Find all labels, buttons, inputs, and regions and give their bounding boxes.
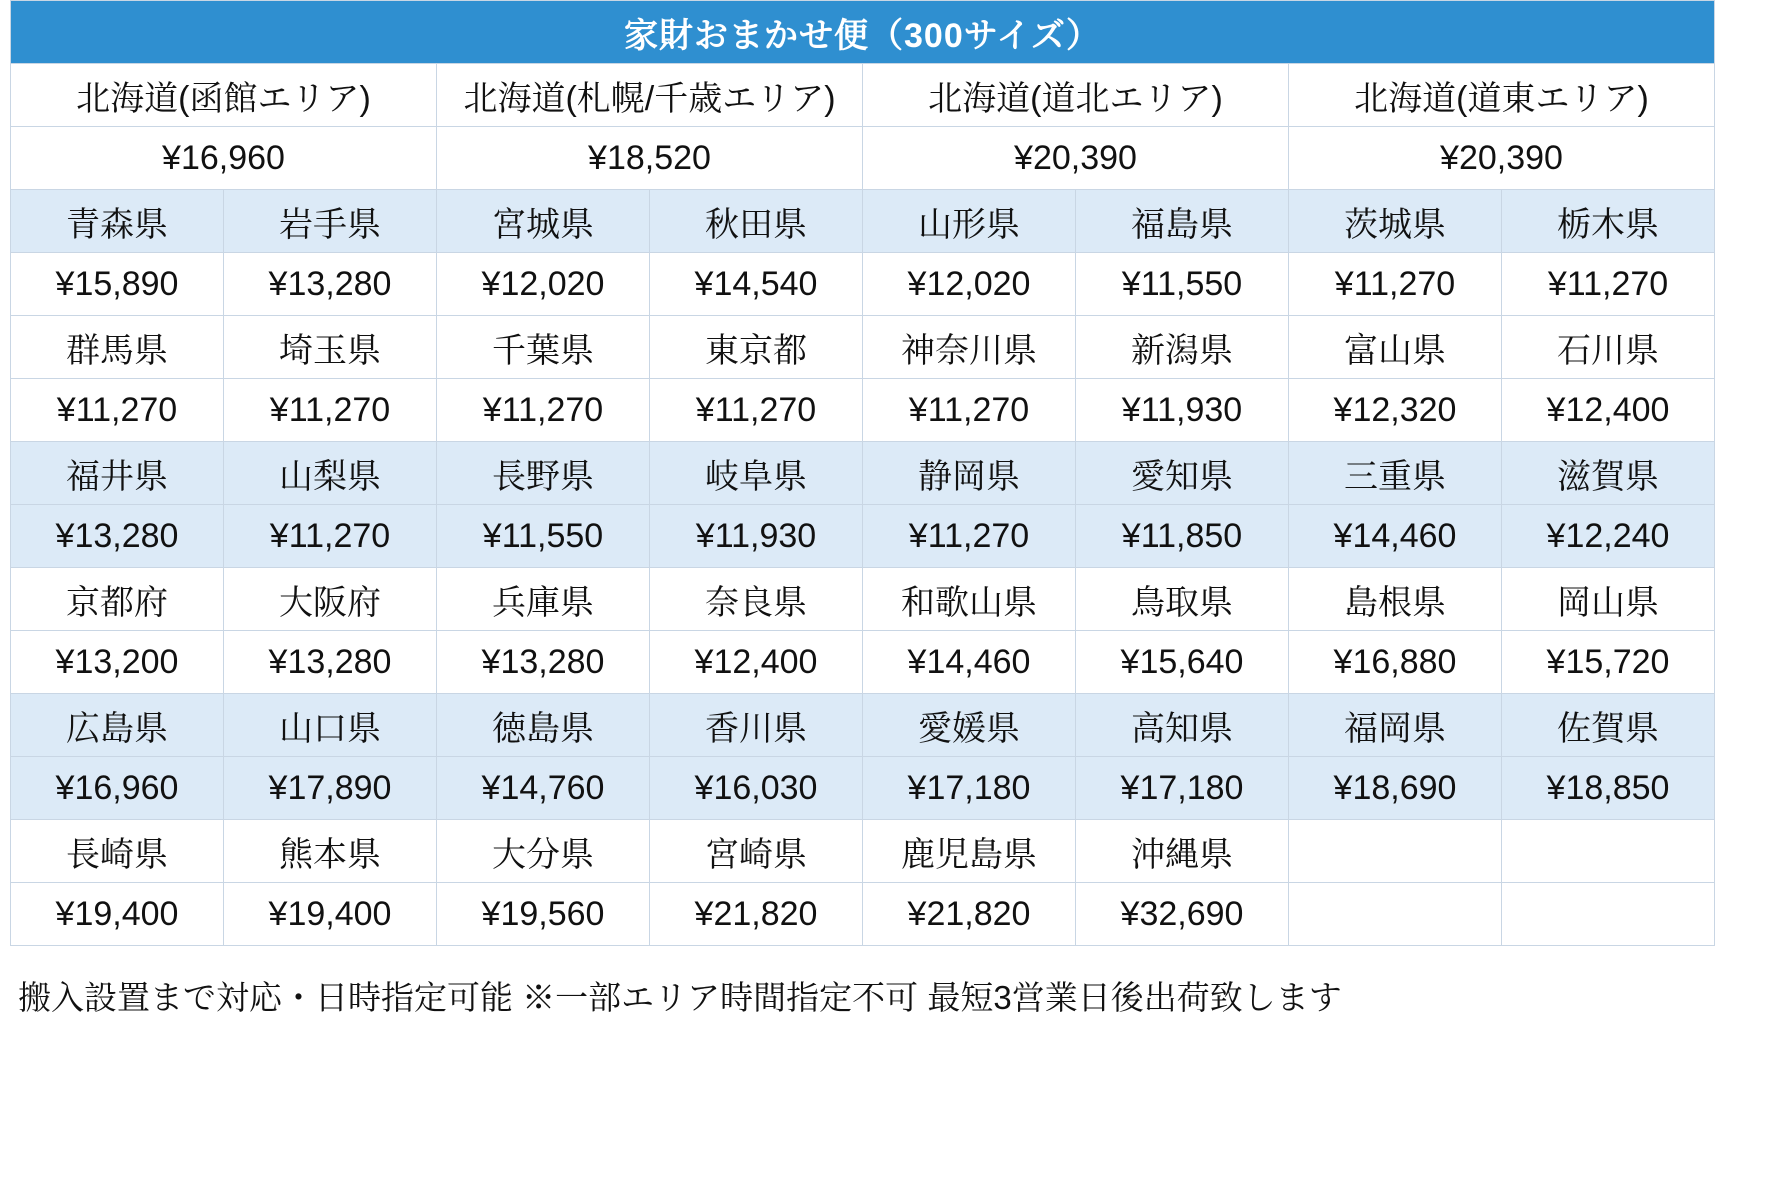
area-price-cell: ¥20,390 xyxy=(863,127,1289,190)
prefecture-name-cell: 石川県 xyxy=(1502,316,1715,379)
prefecture-name-cell: 佐賀県 xyxy=(1502,694,1715,757)
prefecture-price-cell: ¥11,930 xyxy=(1076,379,1289,442)
area-price-cell: ¥16,960 xyxy=(11,127,437,190)
prefecture-price-cell: ¥15,890 xyxy=(11,253,224,316)
prefecture-price-cell: ¥11,270 xyxy=(863,379,1076,442)
prefecture-name-cell: 香川県 xyxy=(650,694,863,757)
prefecture-name-cell: 徳島県 xyxy=(437,694,650,757)
prefecture-name-cell: 沖縄県 xyxy=(1076,820,1289,883)
prefecture-name-cell: 群馬県 xyxy=(11,316,224,379)
prefecture-price-cell: ¥11,270 xyxy=(437,379,650,442)
prefecture-name-cell: 東京都 xyxy=(650,316,863,379)
prefecture-name-row xyxy=(11,820,1715,883)
area-name-row xyxy=(11,64,1715,127)
prefecture-price-cell: ¥11,550 xyxy=(1076,253,1289,316)
prefecture-name-cell: 高知県 xyxy=(1076,694,1289,757)
footer-note: 搬入設置まで対応・日時指定可能 ※一部エリア時間指定不可 最短3営業日後出荷致します xyxy=(18,979,1342,1016)
prefecture-price-cell: ¥21,820 xyxy=(650,883,863,946)
prefecture-name-cell: 和歌山県 xyxy=(863,568,1076,631)
shipping-rate-table xyxy=(10,0,1715,946)
blank-cell xyxy=(1502,820,1715,883)
prefecture-name-cell: 愛媛県 xyxy=(863,694,1076,757)
table-title-row xyxy=(11,1,1715,64)
prefecture-name-cell: 熊本県 xyxy=(224,820,437,883)
prefecture-price-cell: ¥11,550 xyxy=(437,505,650,568)
prefecture-name-cell: 山形県 xyxy=(863,190,1076,253)
blank-cell xyxy=(1289,883,1502,946)
area-price-row xyxy=(11,127,1715,190)
prefecture-name-cell: 愛知県 xyxy=(1076,442,1289,505)
prefecture-name-cell: 長野県 xyxy=(437,442,650,505)
prefecture-price-cell: ¥15,720 xyxy=(1502,631,1715,694)
prefecture-name-cell: 鹿児島県 xyxy=(863,820,1076,883)
prefecture-name-cell: 山梨県 xyxy=(224,442,437,505)
area-name-cell: 北海道(函館エリア) xyxy=(11,64,437,127)
prefecture-price-cell: ¥11,270 xyxy=(1502,253,1715,316)
prefecture-name-cell: 宮城県 xyxy=(437,190,650,253)
prefecture-name-cell: 福井県 xyxy=(11,442,224,505)
prefecture-price-cell: ¥17,890 xyxy=(224,757,437,820)
area-name-cell: 北海道(道東エリア) xyxy=(1289,64,1715,127)
prefecture-price-cell: ¥17,180 xyxy=(1076,757,1289,820)
prefecture-price-cell: ¥13,280 xyxy=(437,631,650,694)
prefecture-name-cell: 兵庫県 xyxy=(437,568,650,631)
prefecture-name-cell: 福岡県 xyxy=(1289,694,1502,757)
prefecture-price-cell: ¥11,270 xyxy=(11,379,224,442)
prefecture-name-cell: 秋田県 xyxy=(650,190,863,253)
prefecture-name-row xyxy=(11,442,1715,505)
prefecture-price-cell: ¥16,960 xyxy=(11,757,224,820)
prefecture-name-row xyxy=(11,694,1715,757)
prefecture-name-cell: 静岡県 xyxy=(863,442,1076,505)
prefecture-name-cell: 神奈川県 xyxy=(863,316,1076,379)
area-name-cell: 北海道(札幌/千歳エリア) xyxy=(437,64,863,127)
prefecture-price-cell: ¥13,280 xyxy=(11,505,224,568)
prefecture-name-cell: 京都府 xyxy=(11,568,224,631)
prefecture-name-cell: 千葉県 xyxy=(437,316,650,379)
prefecture-price-cell: ¥19,400 xyxy=(224,883,437,946)
prefecture-name-cell: 岐阜県 xyxy=(650,442,863,505)
prefecture-price-cell: ¥18,690 xyxy=(1289,757,1502,820)
prefecture-price-cell: ¥16,880 xyxy=(1289,631,1502,694)
prefecture-name-cell: 栃木県 xyxy=(1502,190,1715,253)
prefecture-price-cell: ¥11,270 xyxy=(224,379,437,442)
prefecture-price-cell: ¥11,270 xyxy=(863,505,1076,568)
prefecture-name-cell: 新潟県 xyxy=(1076,316,1289,379)
prefecture-price-cell: ¥13,280 xyxy=(224,631,437,694)
prefecture-price-cell: ¥14,540 xyxy=(650,253,863,316)
prefecture-price-cell: ¥15,640 xyxy=(1076,631,1289,694)
prefecture-price-cell: ¥14,460 xyxy=(1289,505,1502,568)
prefecture-price-row xyxy=(11,505,1715,568)
prefecture-name-cell: 岩手県 xyxy=(224,190,437,253)
prefecture-price-cell: ¥13,200 xyxy=(11,631,224,694)
prefecture-price-cell: ¥12,320 xyxy=(1289,379,1502,442)
prefecture-price-cell: ¥12,020 xyxy=(863,253,1076,316)
prefecture-name-cell: 鳥取県 xyxy=(1076,568,1289,631)
prefecture-name-cell: 福島県 xyxy=(1076,190,1289,253)
prefecture-price-cell: ¥11,930 xyxy=(650,505,863,568)
blank-cell xyxy=(1502,883,1715,946)
prefecture-price-cell: ¥11,270 xyxy=(650,379,863,442)
prefecture-price-cell: ¥18,850 xyxy=(1502,757,1715,820)
prefecture-name-cell: 埼玉県 xyxy=(224,316,437,379)
prefecture-name-cell: 奈良県 xyxy=(650,568,863,631)
prefecture-name-cell: 三重県 xyxy=(1289,442,1502,505)
prefecture-name-row xyxy=(11,568,1715,631)
prefecture-name-cell: 青森県 xyxy=(11,190,224,253)
page-title: 家財おまかせ便（300サイズ） xyxy=(11,1,1715,64)
prefecture-price-row xyxy=(11,757,1715,820)
prefecture-name-cell: 広島県 xyxy=(11,694,224,757)
prefecture-name-cell: 宮崎県 xyxy=(650,820,863,883)
prefecture-price-cell: ¥12,400 xyxy=(1502,379,1715,442)
prefecture-name-cell: 富山県 xyxy=(1289,316,1502,379)
blank-cell xyxy=(1289,820,1502,883)
area-name-cell: 北海道(道北エリア) xyxy=(863,64,1289,127)
prefecture-price-cell: ¥13,280 xyxy=(224,253,437,316)
prefecture-price-cell: ¥12,020 xyxy=(437,253,650,316)
prefecture-name-cell: 山口県 xyxy=(224,694,437,757)
prefecture-price-cell: ¥17,180 xyxy=(863,757,1076,820)
prefecture-price-cell: ¥16,030 xyxy=(650,757,863,820)
prefecture-name-cell: 大阪府 xyxy=(224,568,437,631)
prefecture-price-cell: ¥21,820 xyxy=(863,883,1076,946)
prefecture-price-cell: ¥11,850 xyxy=(1076,505,1289,568)
area-price-cell: ¥18,520 xyxy=(437,127,863,190)
prefecture-name-cell: 岡山県 xyxy=(1502,568,1715,631)
prefecture-price-row xyxy=(11,379,1715,442)
prefecture-price-row xyxy=(11,253,1715,316)
prefecture-price-cell: ¥11,270 xyxy=(224,505,437,568)
prefecture-price-cell: ¥14,460 xyxy=(863,631,1076,694)
prefecture-price-cell: ¥12,240 xyxy=(1502,505,1715,568)
area-price-cell: ¥20,390 xyxy=(1289,127,1715,190)
prefecture-name-cell: 長崎県 xyxy=(11,820,224,883)
prefecture-price-cell: ¥32,690 xyxy=(1076,883,1289,946)
prefecture-price-cell: ¥11,270 xyxy=(1289,253,1502,316)
prefecture-name-cell: 滋賀県 xyxy=(1502,442,1715,505)
prefecture-name-row xyxy=(11,190,1715,253)
prefecture-price-cell: ¥19,400 xyxy=(11,883,224,946)
prefecture-price-cell: ¥19,560 xyxy=(437,883,650,946)
prefecture-name-cell: 島根県 xyxy=(1289,568,1502,631)
prefecture-price-cell: ¥12,400 xyxy=(650,631,863,694)
prefecture-price-row xyxy=(11,631,1715,694)
prefecture-price-row xyxy=(11,883,1715,946)
prefecture-name-cell: 茨城県 xyxy=(1289,190,1502,253)
prefecture-name-cell: 大分県 xyxy=(437,820,650,883)
prefecture-name-row xyxy=(11,316,1715,379)
prefecture-price-cell: ¥14,760 xyxy=(437,757,650,820)
